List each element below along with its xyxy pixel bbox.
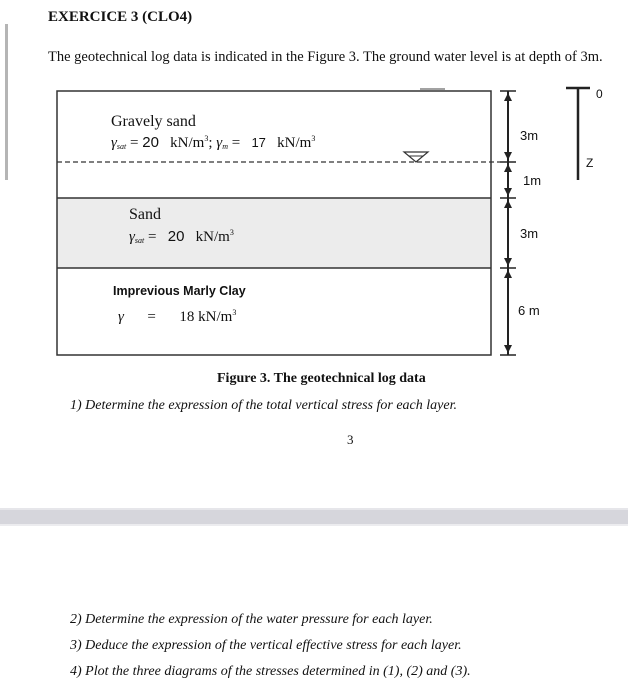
question-3: 3) Deduce the expression of the vertical effective stress for each layer. <box>70 638 462 653</box>
figure-caption: Figure 3. The geotechnical log data <box>217 371 426 386</box>
layer1-properties: $\gamma_{sat} = 20$ $kN/m^3$; $\gamma_m = 17$ $kN/m^3$ <box>111 134 316 151</box>
gamma-sat-symbol: $\gamma_{sat}$ <box>111 135 127 151</box>
dim-layer1-wet: 1m <box>523 173 542 188</box>
layer1-gamma-sat-value: 20 <box>142 134 159 151</box>
page-break-divider <box>0 510 628 524</box>
layer1-gamma-m-value: 17 <box>251 135 266 150</box>
layer2-name: Sand <box>129 206 161 223</box>
depth-axis-label: Z <box>586 156 594 170</box>
layer3-name: Imprevious Marly Clay <box>113 284 246 298</box>
layer2-gamma-sat-value: 20 <box>167 228 185 245</box>
page-break-edge-bottom <box>0 524 628 526</box>
gamma-sat-symbol: $\gamma_{sat}$ <box>129 229 145 245</box>
layer3-equals: = <box>147 309 156 325</box>
layer1-name: Gravely sand <box>111 113 196 130</box>
layer2-properties: $\gamma_{sat} = 20$ $kN/m^3$ <box>129 228 234 245</box>
dim-layer1-dry: 3m <box>520 128 539 143</box>
layer3-gamma-value: 18 kN/m <box>179 309 233 325</box>
gamma-m-symbol: $\gamma_m$ <box>216 135 228 151</box>
question-4: 4) Plot the three diagrams of the stresses determined in (1), (2) and (3). <box>70 664 471 679</box>
gamma-symbol: γ <box>118 309 124 325</box>
depth-axis-origin-label: 0 <box>596 87 603 101</box>
layer2-unit: kN/m <box>195 229 230 245</box>
layer2-fill <box>57 198 491 268</box>
layer3-properties: γ = 18 $kN/m^3$ <box>118 308 237 325</box>
exercise-title: EXERCICE 3 (CLO4) <box>48 9 193 25</box>
page-number: 3 <box>347 432 354 447</box>
intro-paragraph: The geotechnical log data is indicated in the Figure 3. The ground water level is at depth of 3m. <box>48 49 603 65</box>
question-1: 1) Determine the expression of the total vertical stress for each layer. <box>70 398 457 413</box>
layer1-unit-2: kN/m <box>277 135 312 151</box>
layer1-unit: kN/m <box>170 135 205 151</box>
question-2: 2) Determine the expression of the water pressure for each layer. <box>70 612 433 627</box>
dim-layer3: 6 m <box>518 303 540 318</box>
dim-layer2: 3m <box>520 226 539 241</box>
